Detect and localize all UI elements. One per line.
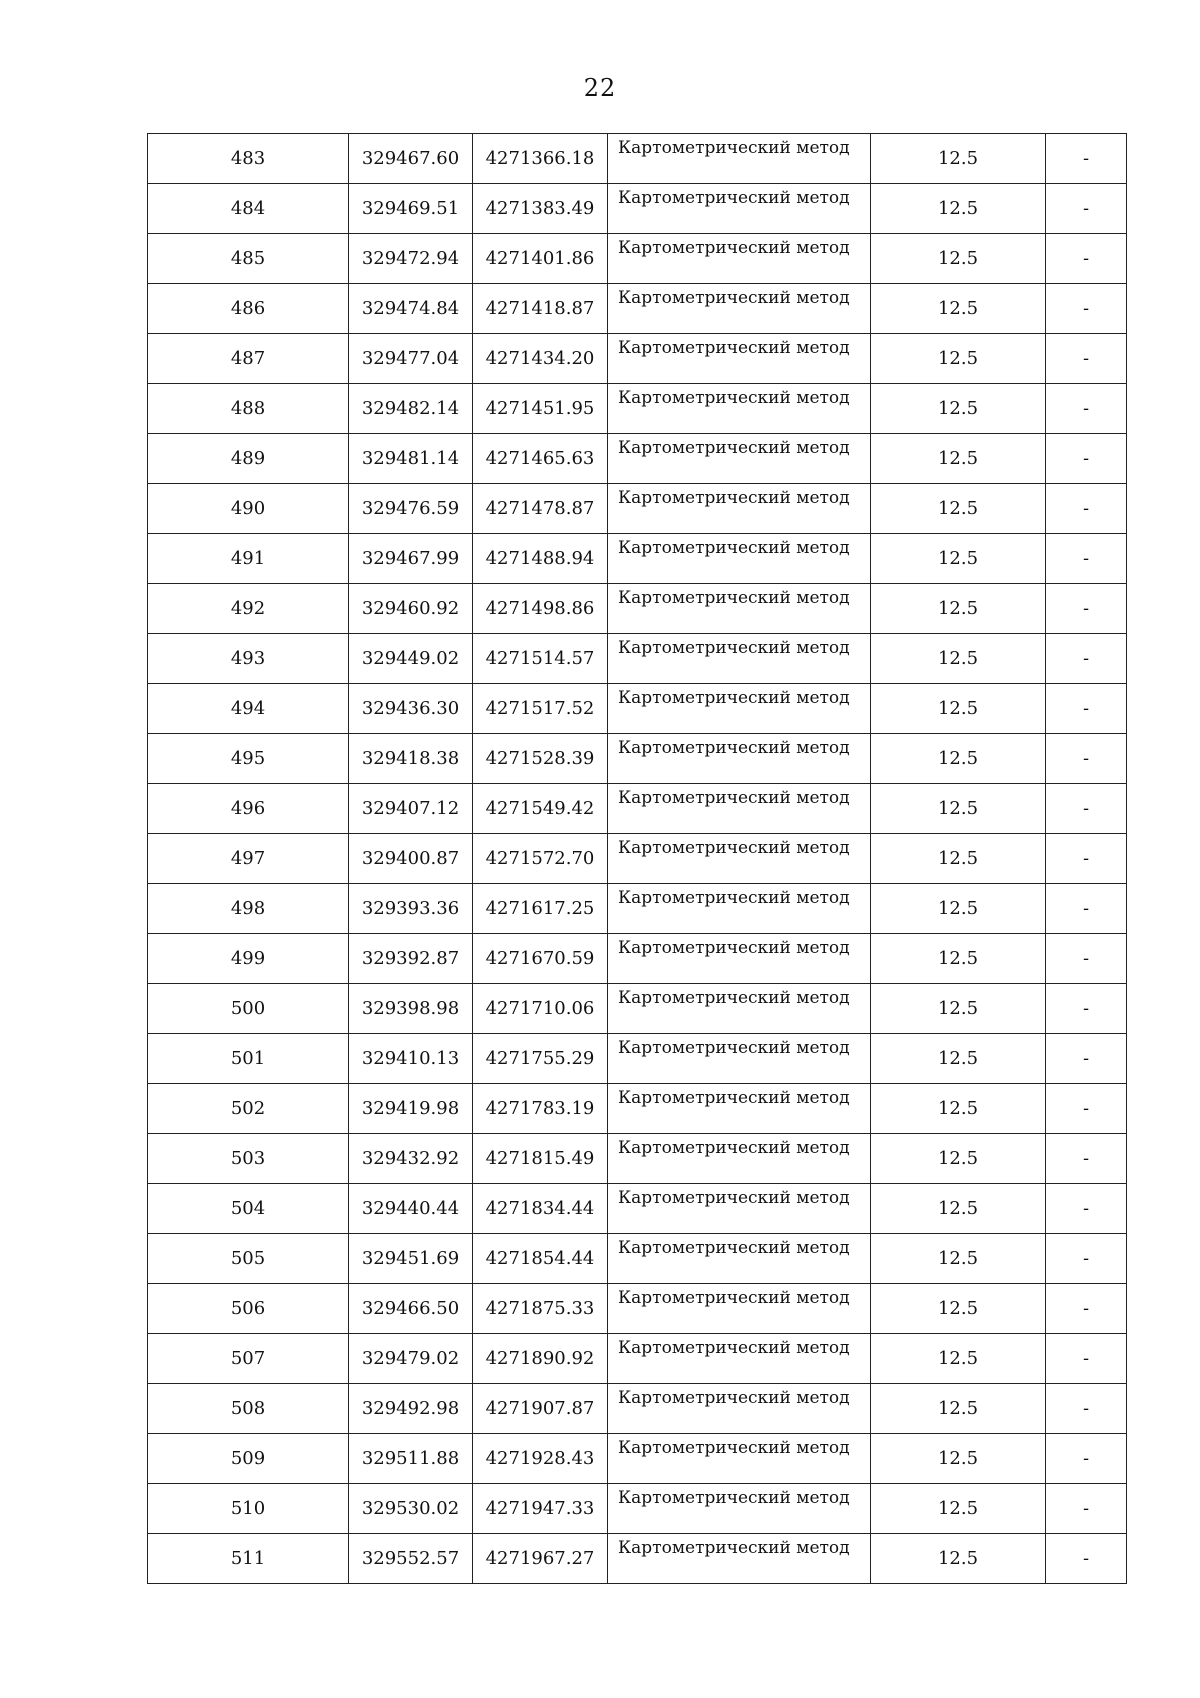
accuracy-cell: 12.5 xyxy=(871,634,1046,684)
coordinate-x-cell: 329419.98 xyxy=(349,1084,473,1134)
table-row xyxy=(148,1034,1127,1084)
note-cell: - xyxy=(1046,1384,1127,1434)
coordinate-y-cell: 4271366.18 xyxy=(473,134,608,184)
table-row xyxy=(148,1334,1127,1384)
point-number-cell: 508 xyxy=(148,1384,349,1434)
coordinate-y-cell: 4271549.42 xyxy=(473,784,608,834)
accuracy-cell: 12.5 xyxy=(871,334,1046,384)
method-cell: Картометрический метод xyxy=(608,284,871,334)
coordinate-y-cell: 4271815.49 xyxy=(473,1134,608,1184)
coordinate-x-cell: 329481.14 xyxy=(349,434,473,484)
coordinate-y-cell: 4271967.27 xyxy=(473,1534,608,1584)
coordinate-y-cell: 4271834.44 xyxy=(473,1184,608,1234)
point-number-cell: 489 xyxy=(148,434,349,484)
note-cell: - xyxy=(1046,1234,1127,1284)
note-cell: - xyxy=(1046,884,1127,934)
note-cell: - xyxy=(1046,1084,1127,1134)
coordinate-x-cell: 329492.98 xyxy=(349,1384,473,1434)
method-cell: Картометрический метод xyxy=(608,234,871,284)
accuracy-cell: 12.5 xyxy=(871,384,1046,434)
point-number-cell: 486 xyxy=(148,284,349,334)
method-cell: Картометрический метод xyxy=(608,484,871,534)
coordinate-y-cell: 4271488.94 xyxy=(473,534,608,584)
method-cell: Картометрический метод xyxy=(608,1184,871,1234)
method-cell: Картометрический метод xyxy=(608,884,871,934)
coordinate-y-cell: 4271928.43 xyxy=(473,1434,608,1484)
coordinate-x-cell: 329398.98 xyxy=(349,984,473,1034)
accuracy-cell: 12.5 xyxy=(871,434,1046,484)
method-cell: Картометрический метод xyxy=(608,1284,871,1334)
coordinate-y-cell: 4271710.06 xyxy=(473,984,608,1034)
point-number-cell: 503 xyxy=(148,1134,349,1184)
accuracy-cell: 12.5 xyxy=(871,1334,1046,1384)
coordinate-y-cell: 4271528.39 xyxy=(473,734,608,784)
table-row xyxy=(148,1484,1127,1534)
coordinate-x-cell: 329410.13 xyxy=(349,1034,473,1084)
accuracy-cell: 12.5 xyxy=(871,234,1046,284)
method-cell: Картометрический метод xyxy=(608,1234,871,1284)
accuracy-cell: 12.5 xyxy=(871,784,1046,834)
point-number-cell: 494 xyxy=(148,684,349,734)
coordinate-y-cell: 4271434.20 xyxy=(473,334,608,384)
page-number: 22 xyxy=(583,74,617,102)
coordinate-x-cell: 329436.30 xyxy=(349,684,473,734)
coordinate-y-cell: 4271875.33 xyxy=(473,1284,608,1334)
table-row xyxy=(148,834,1127,884)
table-row xyxy=(148,984,1127,1034)
accuracy-cell: 12.5 xyxy=(871,1034,1046,1084)
point-number-cell: 501 xyxy=(148,1034,349,1084)
note-cell: - xyxy=(1046,734,1127,784)
coordinate-x-cell: 329467.60 xyxy=(349,134,473,184)
method-cell: Картометрический метод xyxy=(608,784,871,834)
accuracy-cell: 12.5 xyxy=(871,1434,1046,1484)
method-cell: Картометрический метод xyxy=(608,534,871,584)
coordinate-x-cell: 329469.51 xyxy=(349,184,473,234)
coordinate-x-cell: 329479.02 xyxy=(349,1334,473,1384)
coordinate-x-cell: 329466.50 xyxy=(349,1284,473,1334)
accuracy-cell: 12.5 xyxy=(871,684,1046,734)
coordinate-y-cell: 4271890.92 xyxy=(473,1334,608,1384)
note-cell: - xyxy=(1046,784,1127,834)
method-cell: Картометрический метод xyxy=(608,334,871,384)
coordinate-x-cell: 329530.02 xyxy=(349,1484,473,1534)
accuracy-cell: 12.5 xyxy=(871,1284,1046,1334)
note-cell: - xyxy=(1046,484,1127,534)
table-row xyxy=(148,584,1127,634)
coordinate-y-cell: 4271617.25 xyxy=(473,884,608,934)
point-number-cell: 485 xyxy=(148,234,349,284)
table-row xyxy=(148,1434,1127,1484)
table-row xyxy=(148,1084,1127,1134)
table-row xyxy=(148,1384,1127,1434)
table-row xyxy=(148,234,1127,284)
point-number-cell: 504 xyxy=(148,1184,349,1234)
coordinate-x-cell: 329552.57 xyxy=(349,1534,473,1584)
method-cell: Картометрический метод xyxy=(608,1334,871,1384)
coordinate-y-cell: 4271451.95 xyxy=(473,384,608,434)
point-number-cell: 500 xyxy=(148,984,349,1034)
accuracy-cell: 12.5 xyxy=(871,1134,1046,1184)
note-cell: - xyxy=(1046,134,1127,184)
note-cell: - xyxy=(1046,284,1127,334)
coordinate-x-cell: 329392.87 xyxy=(349,934,473,984)
method-cell: Картометрический метод xyxy=(608,184,871,234)
point-number-cell: 492 xyxy=(148,584,349,634)
table-row xyxy=(148,434,1127,484)
coordinate-y-cell: 4271854.44 xyxy=(473,1234,608,1284)
coordinate-x-cell: 329474.84 xyxy=(349,284,473,334)
note-cell: - xyxy=(1046,334,1127,384)
coordinate-x-cell: 329407.12 xyxy=(349,784,473,834)
coordinate-x-cell: 329511.88 xyxy=(349,1434,473,1484)
table-row xyxy=(148,1284,1127,1334)
point-number-cell: 496 xyxy=(148,784,349,834)
coordinate-x-cell: 329467.99 xyxy=(349,534,473,584)
accuracy-cell: 12.5 xyxy=(871,1084,1046,1134)
method-cell: Картометрический метод xyxy=(608,1434,871,1484)
point-number-cell: 509 xyxy=(148,1434,349,1484)
coordinate-y-cell: 4271383.49 xyxy=(473,184,608,234)
table-row xyxy=(148,1534,1127,1584)
coordinate-x-cell: 329432.92 xyxy=(349,1134,473,1184)
note-cell: - xyxy=(1046,234,1127,284)
method-cell: Картометрический метод xyxy=(608,1534,871,1584)
note-cell: - xyxy=(1046,1534,1127,1584)
coordinate-x-cell: 329393.36 xyxy=(349,884,473,934)
note-cell: - xyxy=(1046,834,1127,884)
note-cell: - xyxy=(1046,934,1127,984)
coordinate-y-cell: 4271572.70 xyxy=(473,834,608,884)
table-row xyxy=(148,184,1127,234)
accuracy-cell: 12.5 xyxy=(871,934,1046,984)
coordinate-x-cell: 329476.59 xyxy=(349,484,473,534)
method-cell: Картометрический метод xyxy=(608,584,871,634)
point-number-cell: 507 xyxy=(148,1334,349,1384)
table-row xyxy=(148,1234,1127,1284)
table-row xyxy=(148,134,1127,184)
method-cell: Картометрический метод xyxy=(608,434,871,484)
accuracy-cell: 12.5 xyxy=(871,534,1046,584)
point-number-cell: 498 xyxy=(148,884,349,934)
coordinate-x-cell: 329472.94 xyxy=(349,234,473,284)
accuracy-cell: 12.5 xyxy=(871,984,1046,1034)
note-cell: - xyxy=(1046,634,1127,684)
accuracy-cell: 12.5 xyxy=(871,134,1046,184)
point-number-cell: 490 xyxy=(148,484,349,534)
note-cell: - xyxy=(1046,1134,1127,1184)
table-row xyxy=(148,784,1127,834)
table-row xyxy=(148,334,1127,384)
coordinates-table-body xyxy=(148,134,1127,1584)
note-cell: - xyxy=(1046,684,1127,734)
table-row xyxy=(148,1184,1127,1234)
point-number-cell: 502 xyxy=(148,1084,349,1134)
coordinate-y-cell: 4271418.87 xyxy=(473,284,608,334)
point-number-cell: 491 xyxy=(148,534,349,584)
note-cell: - xyxy=(1046,584,1127,634)
coordinate-y-cell: 4271514.57 xyxy=(473,634,608,684)
note-cell: - xyxy=(1046,984,1127,1034)
coordinate-x-cell: 329482.14 xyxy=(349,384,473,434)
point-number-cell: 488 xyxy=(148,384,349,434)
point-number-cell: 506 xyxy=(148,1284,349,1334)
method-cell: Картометрический метод xyxy=(608,1484,871,1534)
coordinate-y-cell: 4271401.86 xyxy=(473,234,608,284)
coordinates-table xyxy=(147,133,1127,1584)
method-cell: Картометрический метод xyxy=(608,384,871,434)
table-row xyxy=(148,884,1127,934)
point-number-cell: 511 xyxy=(148,1534,349,1584)
method-cell: Картометрический метод xyxy=(608,634,871,684)
coordinate-x-cell: 329460.92 xyxy=(349,584,473,634)
point-number-cell: 483 xyxy=(148,134,349,184)
method-cell: Картометрический метод xyxy=(608,684,871,734)
accuracy-cell: 12.5 xyxy=(871,184,1046,234)
note-cell: - xyxy=(1046,184,1127,234)
accuracy-cell: 12.5 xyxy=(871,1384,1046,1434)
note-cell: - xyxy=(1046,1184,1127,1234)
accuracy-cell: 12.5 xyxy=(871,1234,1046,1284)
coordinate-x-cell: 329477.04 xyxy=(349,334,473,384)
coordinate-y-cell: 4271517.52 xyxy=(473,684,608,734)
point-number-cell: 484 xyxy=(148,184,349,234)
table-row xyxy=(148,284,1127,334)
point-number-cell: 505 xyxy=(148,1234,349,1284)
note-cell: - xyxy=(1046,384,1127,434)
coordinate-x-cell: 329400.87 xyxy=(349,834,473,884)
table-row xyxy=(148,484,1127,534)
method-cell: Картометрический метод xyxy=(608,1384,871,1434)
accuracy-cell: 12.5 xyxy=(871,1534,1046,1584)
point-number-cell: 497 xyxy=(148,834,349,884)
coordinate-y-cell: 4271670.59 xyxy=(473,934,608,984)
method-cell: Картометрический метод xyxy=(608,934,871,984)
coordinate-y-cell: 4271907.87 xyxy=(473,1384,608,1434)
note-cell: - xyxy=(1046,534,1127,584)
note-cell: - xyxy=(1046,1284,1127,1334)
point-number-cell: 499 xyxy=(148,934,349,984)
coordinate-y-cell: 4271465.63 xyxy=(473,434,608,484)
coordinate-x-cell: 329451.69 xyxy=(349,1234,473,1284)
note-cell: - xyxy=(1046,1034,1127,1084)
note-cell: - xyxy=(1046,1484,1127,1534)
point-number-cell: 493 xyxy=(148,634,349,684)
coordinate-x-cell: 329449.02 xyxy=(349,634,473,684)
table-row xyxy=(148,684,1127,734)
method-cell: Картометрический метод xyxy=(608,134,871,184)
table-row xyxy=(148,534,1127,584)
method-cell: Картометрический метод xyxy=(608,734,871,784)
accuracy-cell: 12.5 xyxy=(871,284,1046,334)
method-cell: Картометрический метод xyxy=(608,984,871,1034)
coordinate-x-cell: 329418.38 xyxy=(349,734,473,784)
method-cell: Картометрический метод xyxy=(608,1134,871,1184)
coordinate-y-cell: 4271947.33 xyxy=(473,1484,608,1534)
note-cell: - xyxy=(1046,434,1127,484)
point-number-cell: 487 xyxy=(148,334,349,384)
accuracy-cell: 12.5 xyxy=(871,734,1046,784)
accuracy-cell: 12.5 xyxy=(871,834,1046,884)
accuracy-cell: 12.5 xyxy=(871,1184,1046,1234)
coordinate-y-cell: 4271498.86 xyxy=(473,584,608,634)
point-number-cell: 495 xyxy=(148,734,349,784)
table-row xyxy=(148,1134,1127,1184)
coordinate-x-cell: 329440.44 xyxy=(349,1184,473,1234)
table-row xyxy=(148,934,1127,984)
method-cell: Картометрический метод xyxy=(608,1034,871,1084)
accuracy-cell: 12.5 xyxy=(871,584,1046,634)
accuracy-cell: 12.5 xyxy=(871,1484,1046,1534)
coordinate-y-cell: 4271478.87 xyxy=(473,484,608,534)
table-row xyxy=(148,734,1127,784)
table-row xyxy=(148,384,1127,434)
note-cell: - xyxy=(1046,1434,1127,1484)
coordinate-y-cell: 4271783.19 xyxy=(473,1084,608,1134)
coordinate-y-cell: 4271755.29 xyxy=(473,1034,608,1084)
note-cell: - xyxy=(1046,1334,1127,1384)
method-cell: Картометрический метод xyxy=(608,1084,871,1134)
method-cell: Картометрический метод xyxy=(608,834,871,884)
accuracy-cell: 12.5 xyxy=(871,884,1046,934)
point-number-cell: 510 xyxy=(148,1484,349,1534)
table-row xyxy=(148,634,1127,684)
accuracy-cell: 12.5 xyxy=(871,484,1046,534)
